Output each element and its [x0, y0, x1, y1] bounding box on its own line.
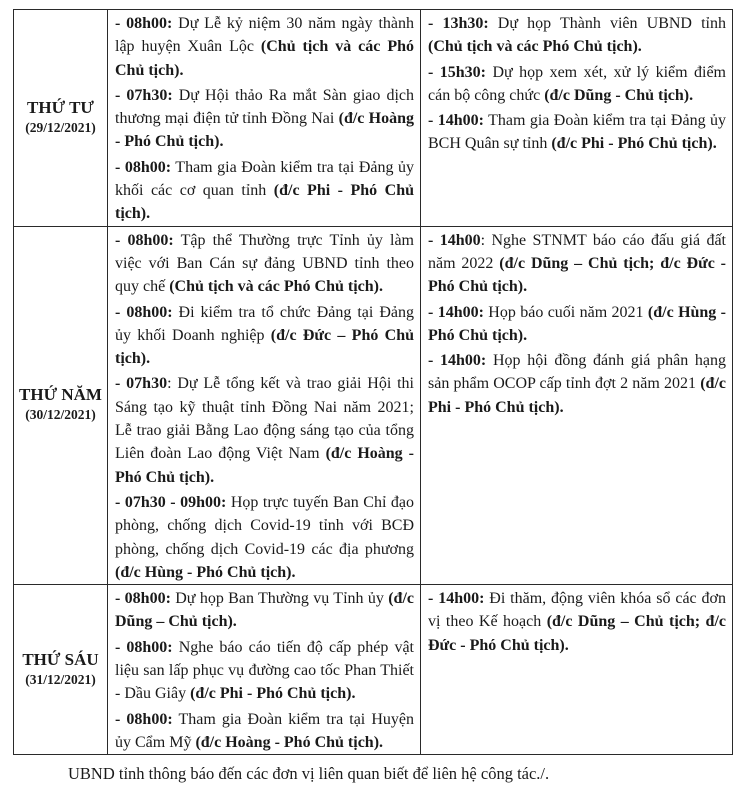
- schedule-entry: [108, 299, 420, 371]
- day-name: THỨ NĂM: [19, 385, 102, 405]
- entry-attendee: (đ/c Hùng - Phó Chủ tịch).: [115, 563, 296, 581]
- schedule-entry: [108, 370, 420, 488]
- entry-time: - 08h00:: [115, 15, 173, 32]
- schedule-entry: [108, 634, 420, 706]
- entry-time: - 15h30:: [428, 63, 487, 81]
- entry-time: - 08h00:: [115, 638, 173, 656]
- entry-time: - 08h00:: [115, 231, 174, 249]
- entry-text: Dự họp Ban Thường vụ Tỉnh ủy: [170, 590, 389, 608]
- entry-time: - 07h30: [115, 375, 168, 393]
- morning-cell: [108, 585, 421, 755]
- entry-text: : Nghe STNMT báo cáo đấu giá đất năm 2022: [428, 231, 726, 272]
- day-name: THỨ TƯ: [27, 97, 94, 117]
- day-date: (30/12/2021): [25, 407, 96, 423]
- entry-text: Đi kiểm tra tổ chức Đảng tại Đảng ủy khối Doanh nghiệp: [115, 303, 414, 344]
- entry-attendee: (đ/c Phi - Phó Chủ tịch).: [190, 685, 356, 703]
- entry-time: - 07h30:: [115, 86, 173, 104]
- day-date: (31/12/2021): [25, 671, 96, 687]
- entry-attendee: (đ/c Dũng – Chủ tịch; đ/c Đức - Phó Chủ tịch).: [428, 613, 726, 654]
- schedule-entry: [108, 154, 420, 226]
- schedule-entry: [421, 299, 732, 348]
- schedule-row-friday: [14, 585, 733, 755]
- schedule-entry: [108, 706, 420, 755]
- entry-text: Dự họp xem xét, xử lý kiểm điểm cán bộ công chức: [428, 63, 727, 104]
- entry-time: - 14h00:: [428, 303, 484, 321]
- schedule-table: [13, 9, 733, 755]
- schedule-entry: [421, 227, 732, 299]
- schedule-entry: [421, 585, 732, 657]
- entry-attendee: (đ/c Hoàng - Phó Chủ tịch).: [115, 110, 415, 151]
- morning-cell: [108, 10, 421, 227]
- schedule-entry: [108, 585, 420, 634]
- day-cell: [14, 585, 108, 755]
- schedule-row-thursday: [14, 226, 733, 584]
- schedule-entry: [421, 10, 732, 59]
- schedule-entry: [108, 227, 420, 299]
- entry-time: - 14h00:: [428, 352, 487, 370]
- schedule-entry: [108, 489, 420, 584]
- entry-time: - 08h00:: [115, 158, 172, 176]
- entry-text: Tập thể Thường trực Tỉnh ủy làm việc với Ban Cán sự đảng UBND tỉnh theo quy chế: [115, 231, 415, 296]
- entry-text: : Dự Lễ tổng kết và trao giải Hội thi Sáng tạo kỹ thuật tỉnh Đồng Nai năm 2021; Lễ trao giải Bằng Lao động sáng tạo của tổng Liên đoàn Lao động Việt Nam: [115, 375, 414, 463]
- entry-text: Họp hội đồng đánh giá phân hạng sản phẩm OCOP cấp tỉnh đợt 2 năm 2021: [428, 352, 726, 393]
- entry-text: Tham gia Đoàn kiểm tra tại Đảng ủy BCH Quân sự tỉnh: [428, 112, 726, 153]
- entry-time: - 14h00: [428, 231, 481, 249]
- entry-attendee: (đ/c Hùng - Phó Chủ tịch).: [428, 303, 727, 344]
- entry-time: - 08h00:: [115, 710, 173, 728]
- entry-attendee: (đ/c Hoàng - Phó Chủ tịch).: [115, 445, 414, 486]
- afternoon-cell: [421, 585, 733, 755]
- day-cell: [14, 226, 108, 584]
- entry-time: - 07h30 - 09h00:: [115, 493, 227, 511]
- entry-attendee: (đ/c Dũng – Chủ tịch).: [115, 590, 414, 631]
- entry-text: Họp báo cuối năm 2021: [483, 303, 648, 321]
- schedule-entry: [108, 10, 420, 82]
- afternoon-cell: [421, 10, 733, 227]
- entry-attendee: (Chủ tịch và các Phó Chủ tịch).: [169, 278, 383, 296]
- entry-attendee: (Chủ tịch và các Phó Chủ tịch).: [428, 38, 642, 56]
- schedule-entry: [421, 59, 732, 108]
- entry-text: Nghe báo cáo tiến độ cấp phép vật liệu san lấp phục vụ đường cao tốc Phan Thiết - Dầu Giây: [115, 638, 414, 703]
- schedule-row-wednesday: [14, 10, 733, 227]
- entry-time: - 13h30:: [428, 15, 489, 32]
- entry-text: Họp trực tuyến Ban Chỉ đạo phòng, chống dịch Covid-19 tỉnh với BCĐ phòng, chống dịch Covid-19 các địa phương: [115, 493, 415, 558]
- entry-attendee: (đ/c Phi - Phó Chủ tịch).: [115, 182, 414, 223]
- entry-text: Tham gia Đoàn kiểm tra tại Huyện ủy Cẩm Mỹ: [115, 710, 414, 751]
- schedule-entry: [421, 107, 732, 156]
- day-name: THỨ SÁU: [22, 649, 99, 669]
- entry-attendee: (đ/c Dũng - Chủ tịch).: [544, 86, 694, 104]
- entry-text: Dự Hội thảo Ra mắt Sàn giao dịch thương mại điện tử tỉnh Đồng Nai: [115, 86, 414, 128]
- entry-time: - 14h00:: [428, 112, 484, 130]
- entry-time: - 08h00:: [115, 590, 171, 608]
- day-cell: [14, 10, 108, 227]
- footer-note: UBND tỉnh thông báo đến các đơn vị liên quan biết để liên hệ công tác./.: [68, 764, 550, 783]
- schedule-entry: [421, 347, 732, 419]
- entry-text: Dự họp Thành viên UBND tỉnh: [488, 15, 726, 32]
- morning-cell: [108, 226, 421, 584]
- entry-attendee: (đ/c Phi - Phó Chủ tịch).: [551, 135, 717, 153]
- entry-attendee: (đ/c Dũng – Chủ tịch; đ/c Đức - Phó Chủ tịch).: [428, 254, 727, 296]
- afternoon-cell: [421, 226, 733, 584]
- day-date: (29/12/2021): [25, 119, 96, 135]
- entry-attendee: (đ/c Hoàng - Phó Chủ tịch).: [195, 733, 384, 751]
- entry-text: Đi thăm, động viên khóa sổ các đơn vị theo Kế hoạch: [428, 590, 726, 631]
- entry-attendee: (đ/c Phi - Phó Chủ tịch).: [428, 375, 726, 416]
- entry-text: Dự Lễ kỷ niệm 30 năm ngày thành lập huyện Xuân Lộc: [115, 15, 414, 56]
- entry-time: - 08h00:: [115, 303, 173, 321]
- schedule-entry: [108, 82, 420, 154]
- entry-time: - 14h00:: [428, 590, 485, 608]
- entry-text: Tham gia Đoàn kiểm tra tại Đảng ủy khối các cơ quan tỉnh: [115, 158, 414, 200]
- entry-attendee: (đ/c Đức – Phó Chủ tịch).: [115, 326, 414, 368]
- entry-attendee: (Chủ tịch và các Phó Chủ tịch).: [115, 38, 414, 79]
